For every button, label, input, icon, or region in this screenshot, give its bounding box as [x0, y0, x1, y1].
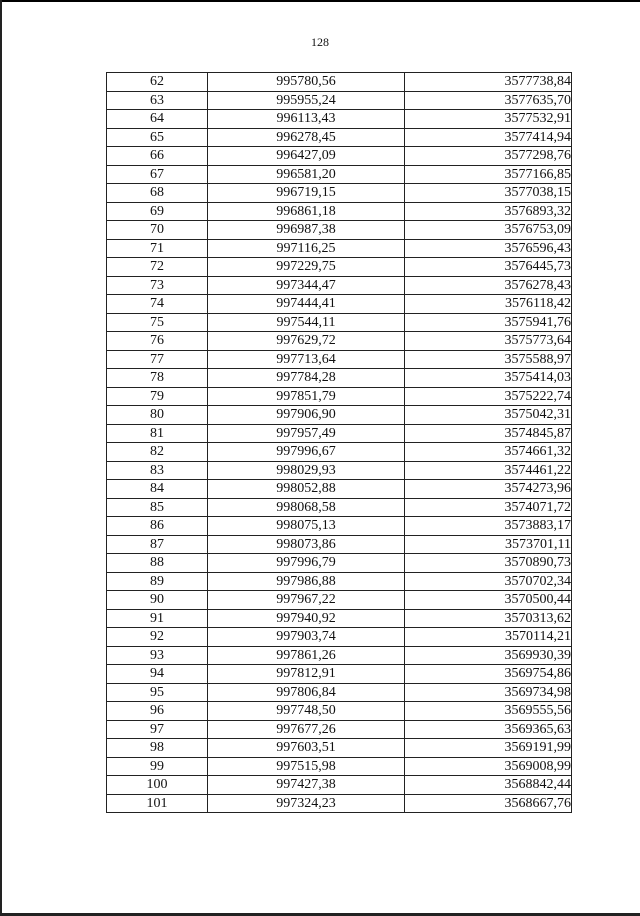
x-coordinate-cell: 997906,90: [208, 406, 405, 425]
table-row: [107, 480, 572, 499]
x-coordinate-cell: 997713,64: [208, 350, 405, 369]
table-row: [107, 147, 572, 166]
y-coordinate-cell: 3569365,63: [405, 720, 572, 739]
point-number-cell: 80: [107, 406, 208, 425]
y-coordinate-cell: 3569734,98: [405, 683, 572, 702]
point-number-cell: 64: [107, 110, 208, 129]
table-row: [107, 535, 572, 554]
x-coordinate-cell: 997812,91: [208, 665, 405, 684]
x-coordinate-cell: 997444,41: [208, 295, 405, 314]
x-coordinate-cell: 997677,26: [208, 720, 405, 739]
x-coordinate-cell: 996113,43: [208, 110, 405, 129]
table-row: [107, 517, 572, 536]
table-row: [107, 73, 572, 92]
x-coordinate-cell: 996278,45: [208, 128, 405, 147]
x-coordinate-cell: 998029,93: [208, 461, 405, 480]
point-number-cell: 88: [107, 554, 208, 573]
x-coordinate-cell: 997344,47: [208, 276, 405, 295]
y-coordinate-cell: 3576118,42: [405, 295, 572, 314]
x-coordinate-cell: 996427,09: [208, 147, 405, 166]
y-coordinate-cell: 3576278,43: [405, 276, 572, 295]
y-coordinate-cell: 3576445,73: [405, 258, 572, 277]
point-number-cell: 73: [107, 276, 208, 295]
table-row: [107, 443, 572, 462]
point-number-cell: 86: [107, 517, 208, 536]
point-number-cell: 91: [107, 609, 208, 628]
point-number-cell: 84: [107, 480, 208, 499]
point-number-cell: 82: [107, 443, 208, 462]
table-row: [107, 572, 572, 591]
x-coordinate-cell: 997806,84: [208, 683, 405, 702]
x-coordinate-cell: 997427,38: [208, 776, 405, 795]
point-number-cell: 101: [107, 794, 208, 813]
table-row: [107, 128, 572, 147]
y-coordinate-cell: 3570114,21: [405, 628, 572, 647]
y-coordinate-cell: 3574071,72: [405, 498, 572, 517]
point-number-cell: 85: [107, 498, 208, 517]
table-row: [107, 776, 572, 795]
table-row: [107, 424, 572, 443]
point-number-cell: 93: [107, 646, 208, 665]
x-coordinate-cell: 997544,11: [208, 313, 405, 332]
table-row: [107, 628, 572, 647]
point-number-cell: 70: [107, 221, 208, 240]
point-number-cell: 68: [107, 184, 208, 203]
y-coordinate-cell: 3577414,94: [405, 128, 572, 147]
y-coordinate-cell: 3574461,22: [405, 461, 572, 480]
y-coordinate-cell: 3573701,11: [405, 535, 572, 554]
table-row: [107, 739, 572, 758]
point-number-cell: 63: [107, 91, 208, 110]
y-coordinate-cell: 3575414,03: [405, 369, 572, 388]
x-coordinate-cell: 997851,79: [208, 387, 405, 406]
y-coordinate-cell: 3573883,17: [405, 517, 572, 536]
scan-border-top: [0, 0, 640, 2]
point-number-cell: 100: [107, 776, 208, 795]
y-coordinate-cell: 3569930,39: [405, 646, 572, 665]
y-coordinate-cell: 3570702,34: [405, 572, 572, 591]
x-coordinate-cell: 996581,20: [208, 165, 405, 184]
y-coordinate-cell: 3568667,76: [405, 794, 572, 813]
table-row: [107, 239, 572, 258]
point-number-cell: 95: [107, 683, 208, 702]
x-coordinate-cell: 998068,58: [208, 498, 405, 517]
y-coordinate-cell: 3569191,99: [405, 739, 572, 758]
x-coordinate-cell: 997515,98: [208, 757, 405, 776]
point-number-cell: 72: [107, 258, 208, 277]
x-coordinate-cell: 997116,25: [208, 239, 405, 258]
table-row: [107, 295, 572, 314]
table-row: [107, 369, 572, 388]
y-coordinate-cell: 3570313,62: [405, 609, 572, 628]
y-coordinate-cell: 3570890,73: [405, 554, 572, 573]
point-number-cell: 94: [107, 665, 208, 684]
x-coordinate-cell: 996861,18: [208, 202, 405, 221]
y-coordinate-cell: 3574273,96: [405, 480, 572, 499]
point-number-cell: 99: [107, 757, 208, 776]
table-row: [107, 165, 572, 184]
point-number-cell: 66: [107, 147, 208, 166]
point-number-cell: 74: [107, 295, 208, 314]
y-coordinate-cell: 3569555,56: [405, 702, 572, 721]
x-coordinate-cell: 997861,26: [208, 646, 405, 665]
x-coordinate-cell: 997629,72: [208, 332, 405, 351]
y-coordinate-cell: 3575773,64: [405, 332, 572, 351]
y-coordinate-cell: 3576596,43: [405, 239, 572, 258]
point-number-cell: 77: [107, 350, 208, 369]
table-row: [107, 757, 572, 776]
table-row: [107, 683, 572, 702]
table-row: [107, 387, 572, 406]
point-number-cell: 97: [107, 720, 208, 739]
table-row: [107, 461, 572, 480]
x-coordinate-cell: 997324,23: [208, 794, 405, 813]
table-row: [107, 258, 572, 277]
table-row: [107, 646, 572, 665]
table-row: [107, 665, 572, 684]
table-row: [107, 794, 572, 813]
table-row: [107, 110, 572, 129]
y-coordinate-cell: 3575222,74: [405, 387, 572, 406]
point-number-cell: 78: [107, 369, 208, 388]
coordinates-table: [106, 72, 572, 813]
table-row: [107, 591, 572, 610]
point-number-cell: 81: [107, 424, 208, 443]
table-row: [107, 184, 572, 203]
y-coordinate-cell: 3570500,44: [405, 591, 572, 610]
table-row: [107, 91, 572, 110]
x-coordinate-cell: 997603,51: [208, 739, 405, 758]
x-coordinate-cell: 998073,86: [208, 535, 405, 554]
y-coordinate-cell: 3574661,32: [405, 443, 572, 462]
x-coordinate-cell: 997940,92: [208, 609, 405, 628]
y-coordinate-cell: 3568842,44: [405, 776, 572, 795]
y-coordinate-cell: 3576753,09: [405, 221, 572, 240]
coordinates-table-body: [107, 73, 572, 813]
y-coordinate-cell: 3575588,97: [405, 350, 572, 369]
x-coordinate-cell: 997903,74: [208, 628, 405, 647]
page-number: 128: [311, 35, 329, 49]
table-row: [107, 498, 572, 517]
point-number-cell: 69: [107, 202, 208, 221]
table-row: [107, 221, 572, 240]
x-coordinate-cell: 997784,28: [208, 369, 405, 388]
table-row: [107, 406, 572, 425]
y-coordinate-cell: 3576893,32: [405, 202, 572, 221]
x-coordinate-cell: 997967,22: [208, 591, 405, 610]
table-row: [107, 554, 572, 573]
x-coordinate-cell: 997996,79: [208, 554, 405, 573]
point-number-cell: 87: [107, 535, 208, 554]
y-coordinate-cell: 3577635,70: [405, 91, 572, 110]
point-number-cell: 79: [107, 387, 208, 406]
y-coordinate-cell: 3577298,76: [405, 147, 572, 166]
y-coordinate-cell: 3577738,84: [405, 73, 572, 92]
y-coordinate-cell: 3575941,76: [405, 313, 572, 332]
x-coordinate-cell: 997229,75: [208, 258, 405, 277]
y-coordinate-cell: 3575042,31: [405, 406, 572, 425]
y-coordinate-cell: 3577038,15: [405, 184, 572, 203]
point-number-cell: 75: [107, 313, 208, 332]
x-coordinate-cell: 995955,24: [208, 91, 405, 110]
table-row: [107, 276, 572, 295]
y-coordinate-cell: 3574845,87: [405, 424, 572, 443]
table-row: [107, 702, 572, 721]
x-coordinate-cell: 998052,88: [208, 480, 405, 499]
y-coordinate-cell: 3569008,99: [405, 757, 572, 776]
point-number-cell: 67: [107, 165, 208, 184]
x-coordinate-cell: 996987,38: [208, 221, 405, 240]
y-coordinate-cell: 3569754,86: [405, 665, 572, 684]
point-number-cell: 76: [107, 332, 208, 351]
point-number-cell: 65: [107, 128, 208, 147]
table-row: [107, 350, 572, 369]
y-coordinate-cell: 3577166,85: [405, 165, 572, 184]
point-number-cell: 62: [107, 73, 208, 92]
point-number-cell: 71: [107, 239, 208, 258]
x-coordinate-cell: 997748,50: [208, 702, 405, 721]
point-number-cell: 83: [107, 461, 208, 480]
table-row: [107, 720, 572, 739]
x-coordinate-cell: 997986,88: [208, 572, 405, 591]
point-number-cell: 89: [107, 572, 208, 591]
x-coordinate-cell: 997996,67: [208, 443, 405, 462]
table-row: [107, 609, 572, 628]
x-coordinate-cell: 996719,15: [208, 184, 405, 203]
table-row: [107, 313, 572, 332]
x-coordinate-cell: 995780,56: [208, 73, 405, 92]
point-number-cell: 92: [107, 628, 208, 647]
table-row: [107, 202, 572, 221]
point-number-cell: 90: [107, 591, 208, 610]
point-number-cell: 96: [107, 702, 208, 721]
x-coordinate-cell: 997957,49: [208, 424, 405, 443]
table-row: [107, 332, 572, 351]
x-coordinate-cell: 998075,13: [208, 517, 405, 536]
y-coordinate-cell: 3577532,91: [405, 110, 572, 129]
scan-border-left: [0, 0, 2, 916]
point-number-cell: 98: [107, 739, 208, 758]
